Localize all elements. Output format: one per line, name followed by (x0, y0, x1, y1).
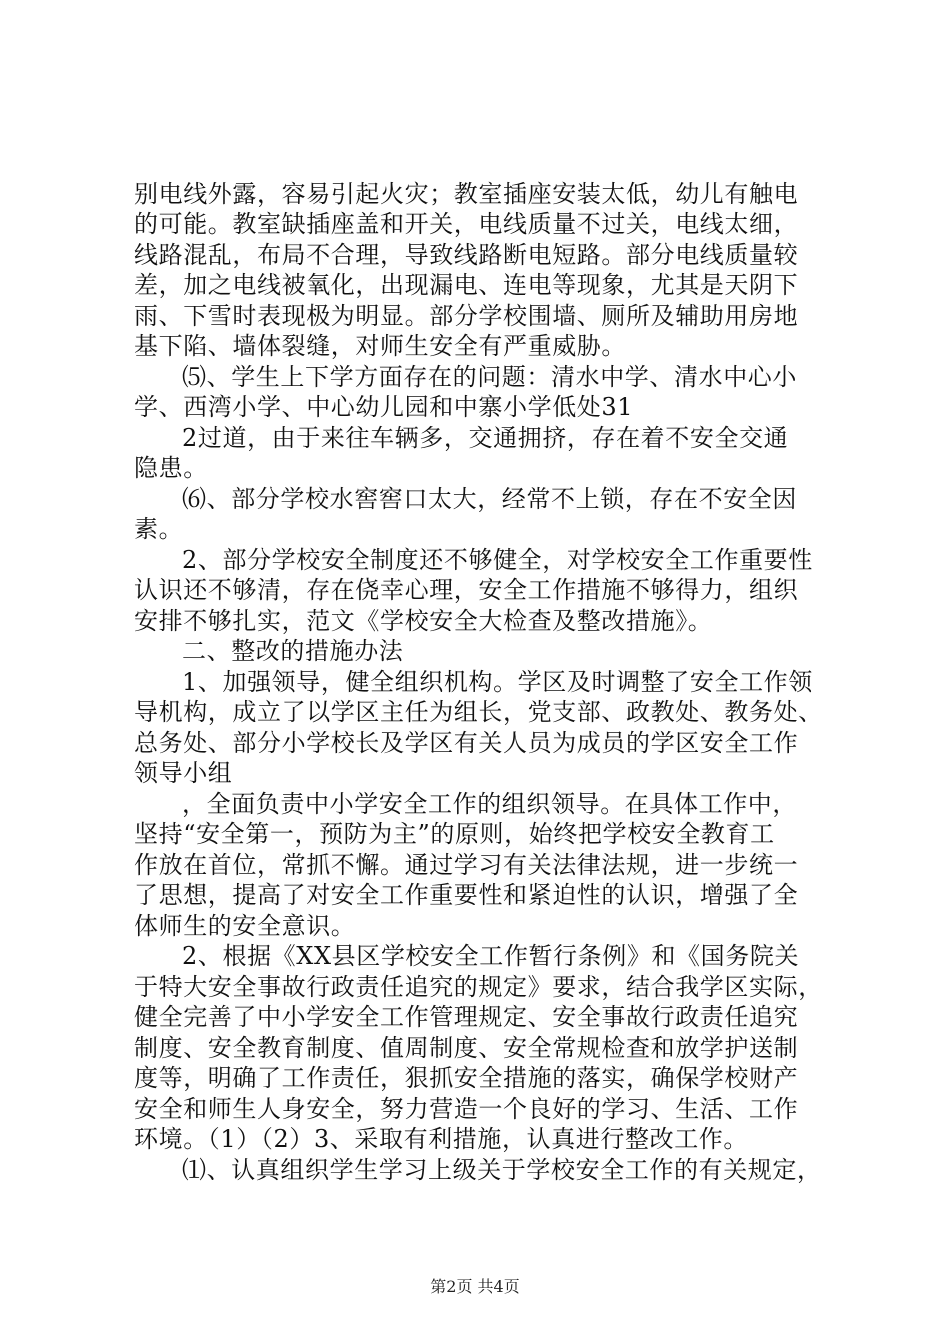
text-line: ，全面负责中小学安全工作的组织领导。在具体工作中， (182, 790, 797, 818)
text-line: 体师生的安全意识。 (134, 912, 356, 940)
text-line: 的可能。教室缺插座盖和开关，电线质量不过关，电线太细， (134, 210, 799, 238)
text-line: 认识还不够清，存在侥幸心理，安全工作措施不够得力，组织 (134, 576, 799, 604)
text-line: 作放在首位，常抓不懈。通过学习有关法律法规，进一步统一 (134, 851, 799, 879)
text-line: 导机构，成立了以学区主任为组长，党支部、政教处、教务处、 (134, 698, 823, 726)
text-line: 学、西湾小学、中心幼儿园和中寨小学低处31 (134, 393, 634, 421)
text-line: ⑹、部分学校水窖窖口太大，经常不上锁，存在不安全因 (182, 485, 797, 513)
text-line: 领导小组 (134, 759, 233, 787)
text-line: 于特大安全事故行政责任追究的规定》要求，结合我学区实际， (134, 973, 823, 1001)
text-line: 2、根据《XX县区学校安全工作暂行条例》和《国务院关 (182, 942, 800, 970)
page-number-footer: 第2页 共4页 (430, 1277, 520, 1296)
text-line: 安全和师生人身安全，努力营造一个良好的学习、生活、工作 (134, 1095, 799, 1123)
text-line: 总务处、部分小学校长及学区有关人员为成员的学区安全工作 (134, 729, 799, 757)
text-line: 2、部分学校安全制度还不够健全，对学校安全工作重要性 (182, 546, 813, 574)
text-line: 度等，明确了工作责任，狠抓安全措施的落实，确保学校财产 (134, 1064, 799, 1092)
text-line: 坚持“安全第一，预防为主”的原则，始终把学校安全教育工 (134, 820, 775, 848)
text-line: 1、加强领导，健全组织机构。学区及时调整了安全工作领 (182, 668, 813, 696)
text-line: 线路混乱，布局不合理，导致线路断电短路。部分电线质量较 (134, 241, 799, 269)
text-line: 2过道，由于来往车辆多，交通拥挤，存在着不安全交通 (182, 424, 789, 452)
text-line: 基下陷、墙体裂缝，对师生安全有严重威胁。 (134, 332, 626, 360)
text-line: 健全完善了中小学安全工作管理规定、安全事故行政责任追究 (134, 1003, 799, 1031)
section-heading: 二、整改的措施办法 (182, 637, 404, 665)
text-line: 别电线外露，容易引起火灾；教室插座安装太低，幼儿有触电 (134, 180, 799, 208)
text-line: 环境。（1）（2）3、采取有利措施，认真进行整改工作。 (134, 1125, 749, 1153)
text-line: ⑸、学生上下学方面存在的问题：清水中学、清水中心小 (182, 363, 797, 391)
text-line: 差，加之电线被氧化，出现漏电、连电等现象，尤其是天阴下 (134, 271, 799, 299)
text-line: 了思想，提高了对安全工作重要性和紧迫性的认识，增强了全 (134, 881, 799, 909)
text-line: 安排不够扎实，范文《学校安全大检查及整改措施》。 (134, 607, 713, 635)
text-line: 素。 (134, 515, 184, 543)
text-line: 雨、下雪时表现极为明显。部分学校围墙、厕所及辅助用房地 (134, 302, 799, 330)
text-line: 隐患。 (134, 454, 208, 482)
text-line: 制度、安全教育制度、值周制度、安全常规检查和放学护送制 (134, 1034, 799, 1062)
text-line: ⑴、认真组织学生学习上级关于学校安全工作的有关规定， (182, 1156, 822, 1184)
